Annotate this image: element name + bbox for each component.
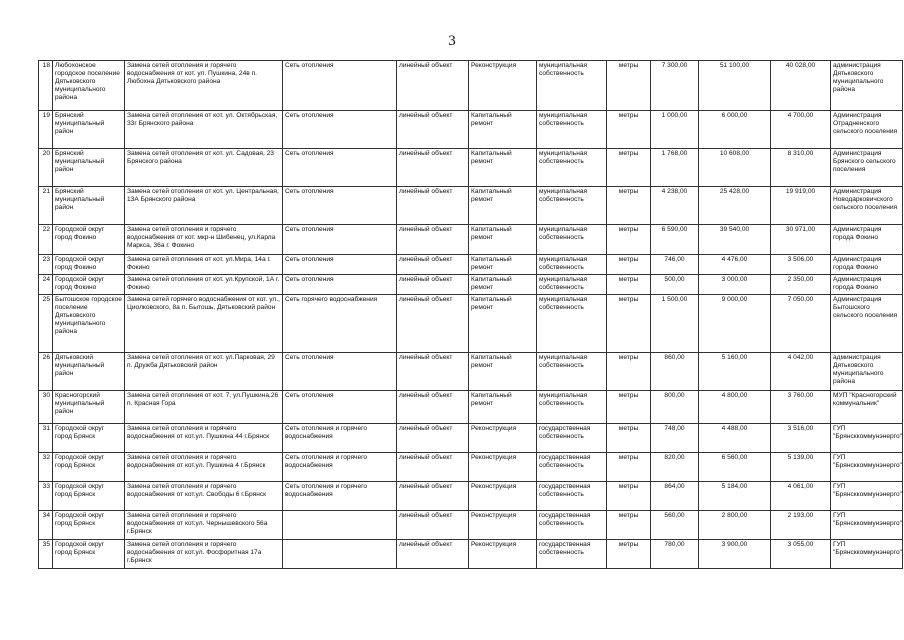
row-number: 32 xyxy=(39,453,53,482)
ownership-cell: муниципальная собственность xyxy=(537,295,607,353)
network-type-cell xyxy=(283,511,397,540)
object-type-cell: линейный объект xyxy=(397,225,469,255)
length-cell: 780,00 xyxy=(651,540,699,569)
responsible-cell: ГУП "Брянсккоммунэнерго" xyxy=(831,540,903,569)
network-type-cell: Сеть горячего водоснабжения xyxy=(283,295,397,353)
cost-cell: 3 000,00 xyxy=(699,275,771,295)
object-type-cell: линейный объект xyxy=(397,391,469,424)
budget-cell: 8 310,00 xyxy=(771,149,831,187)
work-type-cell: Реконструкция xyxy=(469,453,537,482)
length-cell: 748,00 xyxy=(651,424,699,453)
work-type-cell: Реконструкция xyxy=(469,424,537,453)
municipality-cell: Городской округ город Брянск xyxy=(53,540,125,569)
row-number: 30 xyxy=(39,391,53,424)
length-cell: 860,00 xyxy=(651,353,699,391)
object-type-cell: линейный объект xyxy=(397,511,469,540)
cost-cell: 4 800,00 xyxy=(699,391,771,424)
ownership-cell: муниципальная собственность xyxy=(537,353,607,391)
work-type-cell: Капитальный ремонт xyxy=(469,187,537,225)
work-type-cell: Капитальный ремонт xyxy=(469,391,537,424)
network-type-cell xyxy=(283,540,397,569)
budget-cell: 5 139,00 xyxy=(771,453,831,482)
description-cell: Замена сетей отопления и горячего водоснабжения от кот.ул. Чернышевского 56а г.Брянск xyxy=(125,511,283,540)
description-cell: Замена сетей отопления и горячего водоснабжения от кот.ул. Пушкина 4 г.Брянск xyxy=(125,453,283,482)
table-row xyxy=(39,255,903,275)
row-number: 35 xyxy=(39,540,53,569)
cost-cell: 51 100,00 xyxy=(699,61,771,111)
table-row xyxy=(39,187,903,225)
network-type-cell: Сеть отопления и горячего водоснабжения xyxy=(283,424,397,453)
work-type-cell: Капитальный ремонт xyxy=(469,225,537,255)
ownership-cell: муниципальная собственность xyxy=(537,275,607,295)
ownership-cell: государственная собственность xyxy=(537,424,607,453)
unit-cell: метры xyxy=(607,61,651,111)
cost-cell: 3 900,00 xyxy=(699,540,771,569)
table-body xyxy=(39,61,903,569)
work-type-cell: Реконструкция xyxy=(469,482,537,511)
cost-cell: 4 488,00 xyxy=(699,424,771,453)
municipality-cell: Брянский муниципальный район xyxy=(53,111,125,149)
description-cell: Замена сетей отопления и горячего водоснабжения от кот.ул. Пушкина 44 г.Брянск xyxy=(125,424,283,453)
ownership-cell: муниципальная собственность xyxy=(537,111,607,149)
work-type-cell: Капитальный ремонт xyxy=(469,295,537,353)
length-cell: 6 590,00 xyxy=(651,225,699,255)
object-type-cell: линейный объект xyxy=(397,353,469,391)
table-row xyxy=(39,295,903,353)
work-type-cell: Капитальный ремонт xyxy=(469,353,537,391)
object-type-cell: линейный объект xyxy=(397,275,469,295)
row-number: 33 xyxy=(39,482,53,511)
length-cell: 746,00 xyxy=(651,255,699,275)
table-row xyxy=(39,149,903,187)
work-type-cell: Капитальный ремонт xyxy=(469,275,537,295)
budget-cell: 4 042,00 xyxy=(771,353,831,391)
unit-cell: метры xyxy=(607,295,651,353)
budget-cell: 3 506,00 xyxy=(771,255,831,275)
ownership-cell: муниципальная собственность xyxy=(537,391,607,424)
length-cell: 500,00 xyxy=(651,275,699,295)
unit-cell: метры xyxy=(607,453,651,482)
row-number: 21 xyxy=(39,187,53,225)
budget-cell: 7 050,00 xyxy=(771,295,831,353)
responsible-cell: МУП "Красногорский коммунальник" xyxy=(831,391,903,424)
object-type-cell: линейный объект xyxy=(397,111,469,149)
ownership-cell: муниципальная собственность xyxy=(537,61,607,111)
network-type-cell: Сеть отопления и горячего водоснабжения xyxy=(283,482,397,511)
row-number: 22 xyxy=(39,225,53,255)
ownership-cell: государственная собственность xyxy=(537,511,607,540)
description-cell: Замена сетей отопления и горячего водоснабжения от кот. ул. Пушкина, 24в п. Любохна Дятьковского района xyxy=(125,61,283,111)
responsible-cell: ГУП "Брянсккоммунэнерго" xyxy=(831,511,903,540)
network-type-cell: Сеть отопления и горячего водоснабжения xyxy=(283,453,397,482)
row-number: 24 xyxy=(39,275,53,295)
table-row xyxy=(39,482,903,511)
description-cell: Замена сетей отопления и горячего водоснабжения от кот. мкр-н Шибенец, ул.Карла Маркса, 36а г. Фокино xyxy=(125,225,283,255)
network-type-cell: Сеть отопления xyxy=(283,275,397,295)
municipality-cell: Любохонское городское поселение Дятьковского муниципального района xyxy=(53,61,125,111)
row-number: 26 xyxy=(39,353,53,391)
object-type-cell: линейный объект xyxy=(397,295,469,353)
description-cell: Замена сетей отопления от кот. ул.Крупской, 1А г. Фокино xyxy=(125,275,283,295)
responsible-cell: администрация Дятьковского муниципального района xyxy=(831,61,903,111)
municipality-cell: Дятьковский муниципальный район xyxy=(53,353,125,391)
table-row xyxy=(39,111,903,149)
description-cell: Замена сетей отопления от кот. ул.Парковая, 29 п. Дружба Дятьковский район xyxy=(125,353,283,391)
cost-cell: 6 000,00 xyxy=(699,111,771,149)
budget-cell: 19 919,00 xyxy=(771,187,831,225)
row-number: 31 xyxy=(39,424,53,453)
length-cell: 7 300,00 xyxy=(651,61,699,111)
budget-cell: 4 700,00 xyxy=(771,111,831,149)
work-type-cell: Реконструкция xyxy=(469,511,537,540)
ownership-cell: муниципальная собственность xyxy=(537,255,607,275)
object-type-cell: линейный объект xyxy=(397,61,469,111)
row-number: 19 xyxy=(39,111,53,149)
description-cell: Замена сетей отопления от кот. ул. Центральная, 13А Брянского района xyxy=(125,187,283,225)
unit-cell: метры xyxy=(607,187,651,225)
municipality-cell: Городской округ город Брянск xyxy=(53,453,125,482)
object-type-cell: линейный объект xyxy=(397,453,469,482)
length-cell: 1 000,00 xyxy=(651,111,699,149)
table-row xyxy=(39,275,903,295)
unit-cell: метры xyxy=(607,424,651,453)
length-cell: 4 238,00 xyxy=(651,187,699,225)
unit-cell: метры xyxy=(607,482,651,511)
work-type-cell: Капитальный ремонт xyxy=(469,255,537,275)
unit-cell: метры xyxy=(607,111,651,149)
unit-cell: метры xyxy=(607,511,651,540)
row-number: 20 xyxy=(39,149,53,187)
budget-cell: 3 055,00 xyxy=(771,540,831,569)
ownership-cell: государственная собственность xyxy=(537,453,607,482)
cost-cell: 6 560,00 xyxy=(699,453,771,482)
description-cell: Замена сетей отопления от кот. ул. Садовая, 23 Брянского района xyxy=(125,149,283,187)
length-cell: 1 500,00 xyxy=(651,295,699,353)
cost-cell: 39 540,00 xyxy=(699,225,771,255)
object-type-cell: линейный объект xyxy=(397,187,469,225)
unit-cell: метры xyxy=(607,391,651,424)
responsible-cell: Администрация города Фокино xyxy=(831,225,903,255)
network-type-cell: Сеть отопления xyxy=(283,111,397,149)
cost-cell: 5 184,00 xyxy=(699,482,771,511)
length-cell: 820,00 xyxy=(651,453,699,482)
ownership-cell: государственная собственность xyxy=(537,540,607,569)
row-number: 34 xyxy=(39,511,53,540)
responsible-cell: ГУП "Брянсккоммунэнерго" xyxy=(831,453,903,482)
ownership-cell: государственная собственность xyxy=(537,482,607,511)
municipality-cell: Брянский муниципальный район xyxy=(53,149,125,187)
responsible-cell: Администрация Брянского сельского поселения xyxy=(831,149,903,187)
length-cell: 864,00 xyxy=(651,482,699,511)
cost-cell: 5 160,00 xyxy=(699,353,771,391)
unit-cell: метры xyxy=(607,149,651,187)
work-type-cell: Реконструкция xyxy=(469,540,537,569)
responsible-cell: ГУП "Брянсккоммунэнерго" xyxy=(831,482,903,511)
network-type-cell: Сеть отопления xyxy=(283,187,397,225)
length-cell: 800,00 xyxy=(651,391,699,424)
budget-cell: 2 350,00 xyxy=(771,275,831,295)
budget-cell: 4 061,00 xyxy=(771,482,831,511)
budget-cell: 40 028,00 xyxy=(771,61,831,111)
municipality-cell: Городской округ город Фокино xyxy=(53,225,125,255)
unit-cell: метры xyxy=(607,225,651,255)
network-type-cell: Сеть отопления xyxy=(283,391,397,424)
table-row xyxy=(39,424,903,453)
municipality-cell: Красногорский муниципальный район xyxy=(53,391,125,424)
page-number: 3 xyxy=(448,33,456,49)
work-type-cell: Реконструкция xyxy=(469,61,537,111)
object-type-cell: линейный объект xyxy=(397,482,469,511)
object-type-cell: линейный объект xyxy=(397,540,469,569)
budget-cell: 2 193,00 xyxy=(771,511,831,540)
responsible-cell: Администрация Новодарковичского сельского поселения xyxy=(831,187,903,225)
municipality-cell: Городской округ город Брянск xyxy=(53,424,125,453)
ownership-cell: муниципальная собственность xyxy=(537,225,607,255)
unit-cell: метры xyxy=(607,353,651,391)
responsible-cell: Администрация города Фокино xyxy=(831,275,903,295)
unit-cell: метры xyxy=(607,255,651,275)
row-number: 25 xyxy=(39,295,53,353)
cost-cell: 25 428,00 xyxy=(699,187,771,225)
cost-cell: 2 800,00 xyxy=(699,511,771,540)
ownership-cell: муниципальная собственность xyxy=(537,149,607,187)
network-type-cell: Сеть отопления xyxy=(283,61,397,111)
responsible-cell: администрация Дятьковского муниципального района xyxy=(831,353,903,391)
budget-cell: 3 760,00 xyxy=(771,391,831,424)
municipality-cell: Городской округ город Брянск xyxy=(53,511,125,540)
table-row xyxy=(39,391,903,424)
object-type-cell: линейный объект xyxy=(397,424,469,453)
length-cell: 560,00 xyxy=(651,511,699,540)
municipality-cell: Бытошское городское поселение Дятьковского муниципального района xyxy=(53,295,125,353)
object-type-cell: линейный объект xyxy=(397,149,469,187)
municipality-cell: Городской округ город Фокино xyxy=(53,275,125,295)
work-type-cell: Капитальный ремонт xyxy=(469,111,537,149)
cost-cell: 4 476,00 xyxy=(699,255,771,275)
length-cell: 1 768,00 xyxy=(651,149,699,187)
table-row xyxy=(39,540,903,569)
description-cell: Замена сетей отопления от кот. ул. Октябрьская, 33г Брянского района xyxy=(125,111,283,149)
municipality-cell: Брянский муниципальный район xyxy=(53,187,125,225)
table-row xyxy=(39,61,903,111)
responsible-cell: Администрация Отрадненского сельского поселения xyxy=(831,111,903,149)
municipality-cell: Городской округ город Брянск xyxy=(53,482,125,511)
description-cell: Замена сетей отопления от кот. 7, ул.Пушкина,26 п. Красная Гора xyxy=(125,391,283,424)
ownership-cell: муниципальная собственность xyxy=(537,187,607,225)
network-type-cell: Сеть отопления xyxy=(283,255,397,275)
network-type-cell: Сеть отопления xyxy=(283,149,397,187)
description-cell: Замена сетей отопления и горячего водоснабжения от кот.ул. Свободы 6 г.Брянск xyxy=(125,482,283,511)
description-cell: Замена сетей отопления от кот. ул.Мира, 14а г. Фокино xyxy=(125,255,283,275)
unit-cell: метры xyxy=(607,275,651,295)
description-cell: Замена сетей отопления и горячего водоснабжения от кот.ул. Фосфоритная 17а г.Брянск xyxy=(125,540,283,569)
municipality-cell: Городской округ город Фокино xyxy=(53,255,125,275)
network-type-cell: Сеть отопления xyxy=(283,225,397,255)
responsible-cell: ГУП "Брянсккоммунэнерго" xyxy=(831,424,903,453)
cost-cell: 10 608,00 xyxy=(699,149,771,187)
object-type-cell: линейный объект xyxy=(397,255,469,275)
works-table xyxy=(38,60,903,569)
cost-cell: 9 000,00 xyxy=(699,295,771,353)
table-row xyxy=(39,453,903,482)
table-row xyxy=(39,225,903,255)
table-row xyxy=(39,353,903,391)
unit-cell: метры xyxy=(607,540,651,569)
description-cell: Замена сетей горячего водоснабжения от кот. ул., Циолковского, 8а п. Бытошь, Дятьковский район xyxy=(125,295,283,353)
row-number: 23 xyxy=(39,255,53,275)
work-type-cell: Капитальный ремонт xyxy=(469,149,537,187)
responsible-cell: Администрация Бытошского сельского поселения xyxy=(831,295,903,353)
responsible-cell: Администрация города Фокино xyxy=(831,255,903,275)
budget-cell: 30 971,00 xyxy=(771,225,831,255)
network-type-cell: Сеть отопления xyxy=(283,353,397,391)
table-row xyxy=(39,511,903,540)
row-number: 18 xyxy=(39,61,53,111)
budget-cell: 3 516,00 xyxy=(771,424,831,453)
